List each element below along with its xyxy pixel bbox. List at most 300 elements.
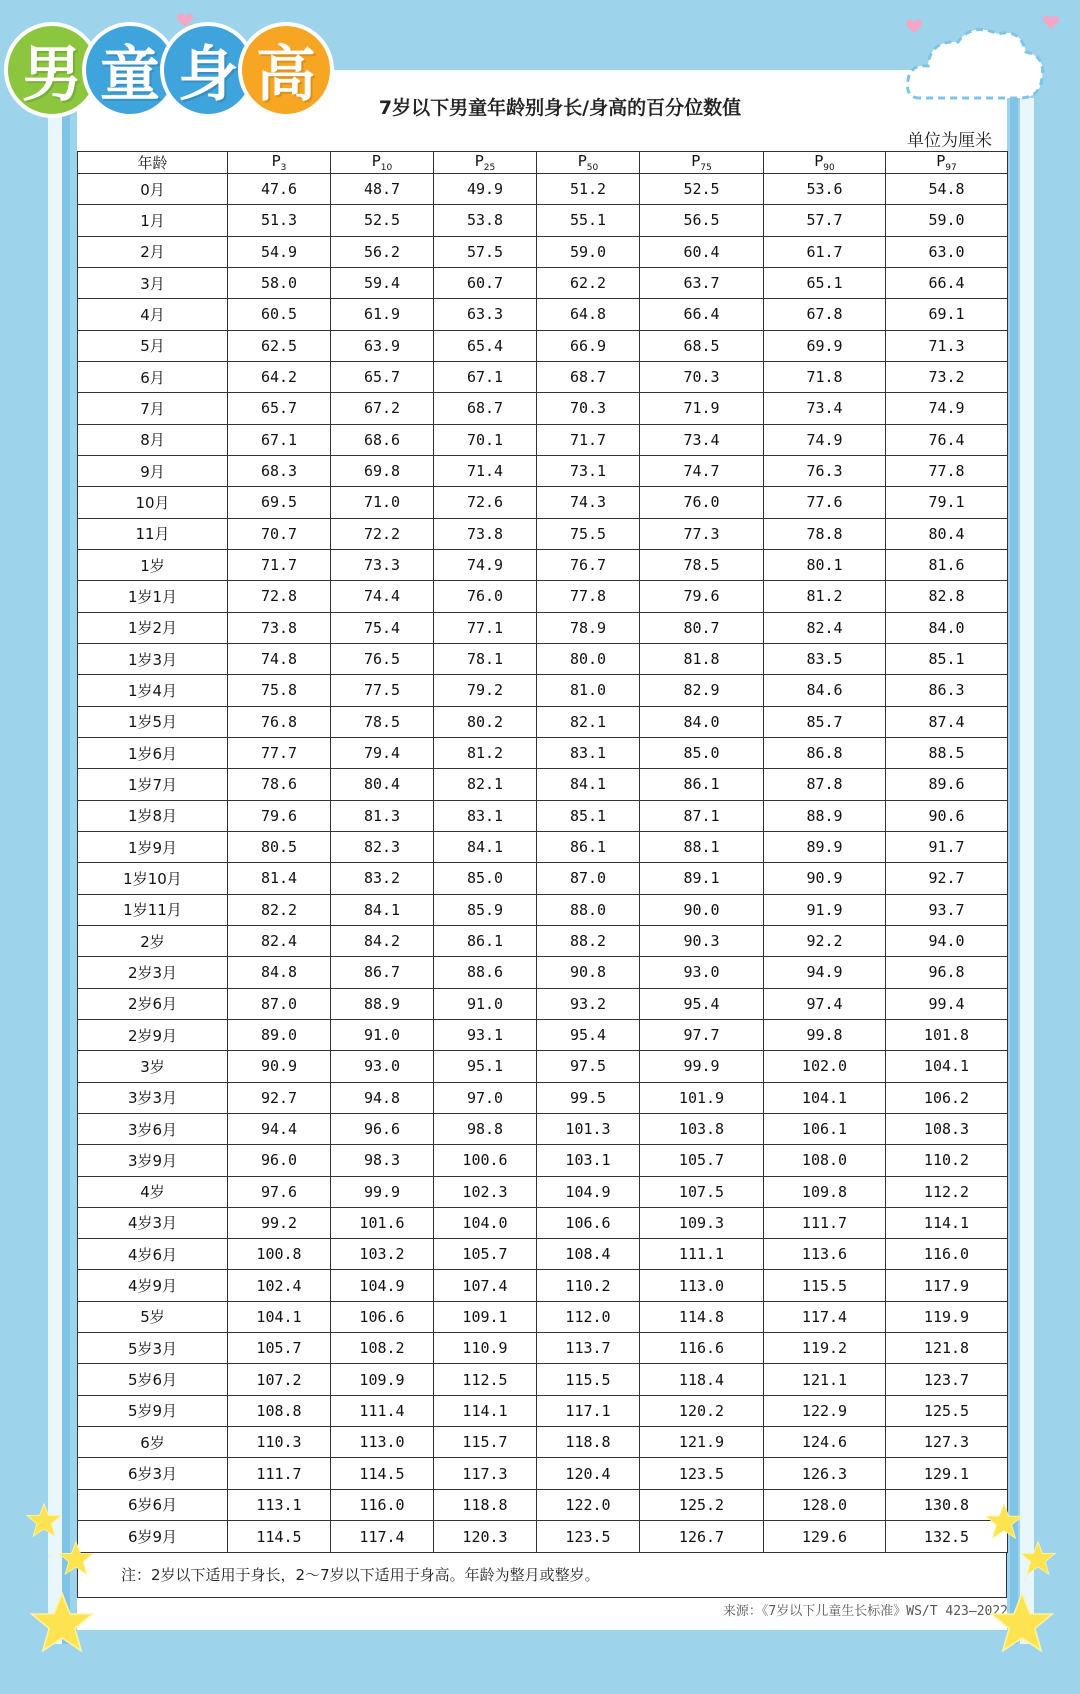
value-cell: 112.2 <box>886 1176 1008 1207</box>
value-cell: 119.2 <box>764 1333 886 1364</box>
value-cell: 123.5 <box>537 1521 640 1553</box>
value-cell: 113.6 <box>764 1239 886 1270</box>
value-cell: 82.2 <box>228 894 331 925</box>
column-header-p50 <box>537 152 640 174</box>
value-cell: 91.7 <box>886 831 1008 862</box>
value-cell: 54.9 <box>228 236 331 267</box>
value-cell: 117.1 <box>537 1395 640 1426</box>
value-cell: 52.5 <box>640 174 764 205</box>
value-cell: 85.1 <box>537 800 640 831</box>
value-cell: 70.3 <box>640 361 764 392</box>
value-cell: 114.5 <box>228 1521 331 1553</box>
value-cell: 77.8 <box>886 455 1008 486</box>
table-row <box>78 299 1008 330</box>
value-cell: 57.7 <box>764 205 886 236</box>
value-cell: 96.8 <box>886 957 1008 988</box>
table-row <box>78 988 1008 1019</box>
table-row <box>78 706 1008 737</box>
value-cell: 66.9 <box>537 330 640 361</box>
value-cell: 86.1 <box>640 769 764 800</box>
value-cell: 93.0 <box>331 1051 434 1082</box>
value-cell: 128.0 <box>764 1489 886 1520</box>
value-cell: 64.8 <box>537 299 640 330</box>
title-badge: 高 <box>238 22 334 118</box>
value-cell: 71.4 <box>434 455 537 486</box>
value-cell: 89.0 <box>228 1019 331 1050</box>
value-cell: 99.8 <box>764 1019 886 1050</box>
value-cell: 82.8 <box>886 581 1008 612</box>
value-cell: 75.5 <box>537 518 640 549</box>
value-cell: 120.2 <box>640 1395 764 1426</box>
age-cell: 3岁3月 <box>78 1082 228 1113</box>
percentile-subscript: 75 <box>700 163 712 173</box>
value-cell: 82.1 <box>434 769 537 800</box>
value-cell: 72.2 <box>331 518 434 549</box>
value-cell: 126.3 <box>764 1458 886 1489</box>
value-cell: 91.0 <box>434 988 537 1019</box>
value-cell: 104.0 <box>434 1207 537 1238</box>
value-cell: 63.0 <box>886 236 1008 267</box>
value-cell: 71.7 <box>537 424 640 455</box>
value-cell: 92.2 <box>764 925 886 956</box>
value-cell: 73.2 <box>886 361 1008 392</box>
value-cell: 101.6 <box>331 1207 434 1238</box>
value-cell: 106.6 <box>537 1207 640 1238</box>
value-cell: 117.3 <box>434 1458 537 1489</box>
value-cell: 114.1 <box>434 1395 537 1426</box>
value-cell: 96.0 <box>228 1145 331 1176</box>
value-cell: 81.8 <box>640 643 764 674</box>
value-cell: 109.8 <box>764 1176 886 1207</box>
value-cell: 84.8 <box>228 957 331 988</box>
value-cell: 84.1 <box>331 894 434 925</box>
value-cell: 95.4 <box>640 988 764 1019</box>
age-cell: 1岁8月 <box>78 800 228 831</box>
value-cell: 70.7 <box>228 518 331 549</box>
column-header-p75 <box>640 152 764 174</box>
value-cell: 69.9 <box>764 330 886 361</box>
value-cell: 99.9 <box>640 1051 764 1082</box>
value-cell: 84.0 <box>886 612 1008 643</box>
value-cell: 89.6 <box>886 769 1008 800</box>
table-row <box>78 267 1008 298</box>
value-cell: 90.9 <box>764 863 886 894</box>
value-cell: 62.2 <box>537 267 640 298</box>
value-cell: 77.5 <box>331 675 434 706</box>
value-cell: 68.7 <box>434 393 537 424</box>
age-cell: 1岁9月 <box>78 831 228 862</box>
value-cell: 95.4 <box>537 1019 640 1050</box>
age-cell: 3岁 <box>78 1051 228 1082</box>
age-cell: 6岁3月 <box>78 1458 228 1489</box>
percentile-subscript: 25 <box>483 163 496 173</box>
value-cell: 80.2 <box>434 706 537 737</box>
value-cell: 63.9 <box>331 330 434 361</box>
value-cell: 65.4 <box>434 330 537 361</box>
value-cell: 81.2 <box>764 581 886 612</box>
value-cell: 85.0 <box>640 737 764 768</box>
value-cell: 115.5 <box>537 1364 640 1395</box>
age-cell: 0月 <box>78 174 228 205</box>
value-cell: 102.0 <box>764 1051 886 1082</box>
table-row <box>78 957 1008 988</box>
percentile-letter: P <box>577 152 587 170</box>
value-cell: 115.5 <box>764 1270 886 1301</box>
value-cell: 130.8 <box>886 1489 1008 1520</box>
value-cell: 81.0 <box>537 675 640 706</box>
table-row <box>78 549 1008 580</box>
value-cell: 68.6 <box>331 424 434 455</box>
value-cell: 63.3 <box>434 299 537 330</box>
value-cell: 72.8 <box>228 581 331 612</box>
value-cell: 88.9 <box>764 800 886 831</box>
value-cell: 98.8 <box>434 1113 537 1144</box>
value-cell: 64.2 <box>228 361 331 392</box>
age-cell: 7月 <box>78 393 228 424</box>
heart-icon <box>1042 14 1060 30</box>
value-cell: 73.8 <box>228 612 331 643</box>
value-cell: 115.7 <box>434 1427 537 1458</box>
age-cell: 3岁9月 <box>78 1145 228 1176</box>
value-cell: 76.0 <box>434 581 537 612</box>
table-row <box>78 455 1008 486</box>
value-cell: 110.2 <box>537 1270 640 1301</box>
value-cell: 80.1 <box>764 549 886 580</box>
star-icon <box>985 1502 1023 1540</box>
value-cell: 132.5 <box>886 1521 1008 1553</box>
value-cell: 69.1 <box>886 299 1008 330</box>
age-cell: 2月 <box>78 236 228 267</box>
age-cell: 1岁7月 <box>78 769 228 800</box>
star-icon <box>990 1590 1054 1654</box>
age-cell: 4岁9月 <box>78 1270 228 1301</box>
value-cell: 78.5 <box>331 706 434 737</box>
age-cell: 5月 <box>78 330 228 361</box>
value-cell: 68.7 <box>537 361 640 392</box>
value-cell: 103.8 <box>640 1113 764 1144</box>
value-cell: 108.2 <box>331 1333 434 1364</box>
value-cell: 104.9 <box>331 1270 434 1301</box>
value-cell: 73.3 <box>331 549 434 580</box>
table-row <box>78 675 1008 706</box>
value-cell: 74.4 <box>331 581 434 612</box>
value-cell: 123.5 <box>640 1458 764 1489</box>
value-cell: 99.9 <box>331 1176 434 1207</box>
age-cell: 4月 <box>78 299 228 330</box>
value-cell: 111.1 <box>640 1239 764 1270</box>
value-cell: 124.6 <box>764 1427 886 1458</box>
value-cell: 79.4 <box>331 737 434 768</box>
value-cell: 122.0 <box>537 1489 640 1520</box>
value-cell: 76.8 <box>228 706 331 737</box>
value-cell: 107.2 <box>228 1364 331 1395</box>
percentile-letter: P <box>691 152 701 170</box>
value-cell: 55.1 <box>537 205 640 236</box>
value-cell: 70.1 <box>434 424 537 455</box>
value-cell: 100.6 <box>434 1145 537 1176</box>
value-cell: 82.3 <box>331 831 434 862</box>
value-cell: 83.5 <box>764 643 886 674</box>
value-cell: 88.0 <box>537 894 640 925</box>
table-row <box>78 737 1008 768</box>
value-cell: 104.1 <box>764 1082 886 1113</box>
value-cell: 117.9 <box>886 1270 1008 1301</box>
value-cell: 99.5 <box>537 1082 640 1113</box>
value-cell: 51.3 <box>228 205 331 236</box>
value-cell: 79.6 <box>640 581 764 612</box>
value-cell: 59.0 <box>537 236 640 267</box>
value-cell: 91.9 <box>764 894 886 925</box>
value-cell: 101.8 <box>886 1019 1008 1050</box>
value-cell: 73.4 <box>640 424 764 455</box>
value-cell: 121.8 <box>886 1333 1008 1364</box>
value-cell: 100.8 <box>228 1239 331 1270</box>
value-cell: 84.1 <box>434 831 537 862</box>
value-cell: 85.0 <box>434 863 537 894</box>
footnote: 注：2岁以下适用于身长，2～7岁以下适用于身高。年龄为整月或整岁。 <box>77 1553 1007 1598</box>
table-row <box>78 894 1008 925</box>
value-cell: 106.6 <box>331 1301 434 1332</box>
table-row <box>78 1521 1008 1553</box>
value-cell: 94.9 <box>764 957 886 988</box>
title-badge: 童 <box>82 22 178 118</box>
value-cell: 105.7 <box>228 1333 331 1364</box>
value-cell: 110.3 <box>228 1427 331 1458</box>
value-cell: 117.4 <box>331 1521 434 1553</box>
age-cell: 5岁9月 <box>78 1395 228 1426</box>
value-cell: 74.8 <box>228 643 331 674</box>
source-citation: 来源：《7岁以下儿童生长标准》WS/T 423—2022 <box>722 1604 1008 1619</box>
value-cell: 83.1 <box>537 737 640 768</box>
value-cell: 79.2 <box>434 675 537 706</box>
table-row <box>78 1207 1008 1238</box>
value-cell: 84.6 <box>764 675 886 706</box>
value-cell: 104.9 <box>537 1176 640 1207</box>
value-cell: 117.4 <box>764 1301 886 1332</box>
value-cell: 87.4 <box>886 706 1008 737</box>
value-cell: 74.9 <box>764 424 886 455</box>
value-cell: 67.1 <box>228 424 331 455</box>
age-cell: 6岁 <box>78 1427 228 1458</box>
value-cell: 76.5 <box>331 643 434 674</box>
value-cell: 80.0 <box>537 643 640 674</box>
value-cell: 77.7 <box>228 737 331 768</box>
value-cell: 93.0 <box>640 957 764 988</box>
value-cell: 79.6 <box>228 800 331 831</box>
value-cell: 88.2 <box>537 925 640 956</box>
age-cell: 1岁1月 <box>78 581 228 612</box>
value-cell: 65.1 <box>764 267 886 298</box>
percentile-subscript: 3 <box>280 163 287 173</box>
value-cell: 70.3 <box>537 393 640 424</box>
value-cell: 59.4 <box>331 267 434 298</box>
value-cell: 59.0 <box>886 205 1008 236</box>
table-row <box>78 831 1008 862</box>
value-cell: 120.3 <box>434 1521 537 1553</box>
value-cell: 76.7 <box>537 549 640 580</box>
value-cell: 97.7 <box>640 1019 764 1050</box>
value-cell: 85.9 <box>434 894 537 925</box>
value-cell: 67.1 <box>434 361 537 392</box>
table-row <box>78 800 1008 831</box>
percentile-subscript: 90 <box>823 163 835 173</box>
value-cell: 78.5 <box>640 549 764 580</box>
table-row <box>78 643 1008 674</box>
table-row <box>78 1270 1008 1301</box>
heart-icon <box>905 18 923 34</box>
value-cell: 71.3 <box>886 330 1008 361</box>
value-cell: 109.3 <box>640 1207 764 1238</box>
table-row <box>78 863 1008 894</box>
value-cell: 65.7 <box>331 361 434 392</box>
percentile-letter: P <box>936 152 946 170</box>
value-cell: 74.9 <box>434 549 537 580</box>
value-cell: 77.1 <box>434 612 537 643</box>
value-cell: 90.3 <box>640 925 764 956</box>
value-cell: 75.4 <box>331 612 434 643</box>
unit-label: 单位为厘米 <box>907 131 992 151</box>
value-cell: 91.0 <box>331 1019 434 1050</box>
value-cell: 97.4 <box>764 988 886 1019</box>
value-cell: 110.9 <box>434 1333 537 1364</box>
age-cell: 6岁9月 <box>78 1521 228 1553</box>
value-cell: 92.7 <box>228 1082 331 1113</box>
value-cell: 104.1 <box>886 1051 1008 1082</box>
value-cell: 103.1 <box>537 1145 640 1176</box>
value-cell: 76.4 <box>886 424 1008 455</box>
star-icon <box>1020 1540 1056 1576</box>
value-cell: 94.4 <box>228 1113 331 1144</box>
age-cell: 2岁6月 <box>78 988 228 1019</box>
value-cell: 90.0 <box>640 894 764 925</box>
age-cell: 5岁 <box>78 1301 228 1332</box>
title-badge: 男 <box>4 22 100 118</box>
value-cell: 101.3 <box>537 1113 640 1144</box>
value-cell: 92.7 <box>886 863 1008 894</box>
column-header-p3 <box>228 152 331 174</box>
value-cell: 85.1 <box>886 643 1008 674</box>
value-cell: 82.1 <box>537 706 640 737</box>
value-cell: 73.4 <box>764 393 886 424</box>
table-row <box>78 769 1008 800</box>
age-cell: 1岁 <box>78 549 228 580</box>
value-cell: 86.1 <box>537 831 640 862</box>
value-cell: 111.7 <box>228 1458 331 1489</box>
age-cell: 4岁 <box>78 1176 228 1207</box>
frame-stripe <box>62 98 70 1644</box>
value-cell: 89.1 <box>640 863 764 894</box>
value-cell: 77.8 <box>537 581 640 612</box>
value-cell: 97.0 <box>434 1082 537 1113</box>
table-row <box>78 487 1008 518</box>
value-cell: 105.7 <box>434 1239 537 1270</box>
value-cell: 71.0 <box>331 487 434 518</box>
value-cell: 77.3 <box>640 518 764 549</box>
age-cell: 3岁6月 <box>78 1113 228 1144</box>
value-cell: 104.1 <box>228 1301 331 1332</box>
value-cell: 109.1 <box>434 1301 537 1332</box>
age-cell: 1岁10月 <box>78 863 228 894</box>
table-row <box>78 1019 1008 1050</box>
value-cell: 96.6 <box>331 1113 434 1144</box>
age-cell: 1岁6月 <box>78 737 228 768</box>
value-cell: 108.0 <box>764 1145 886 1176</box>
value-cell: 116.0 <box>886 1239 1008 1270</box>
value-cell: 126.7 <box>640 1521 764 1553</box>
value-cell: 86.7 <box>331 957 434 988</box>
value-cell: 86.1 <box>434 925 537 956</box>
percentile-letter: P <box>371 152 381 170</box>
value-cell: 112.5 <box>434 1364 537 1395</box>
table-row <box>78 1395 1008 1426</box>
column-header-p97 <box>886 152 1008 174</box>
age-cell: 1岁11月 <box>78 894 228 925</box>
value-cell: 85.7 <box>764 706 886 737</box>
value-cell: 80.4 <box>886 518 1008 549</box>
value-cell: 105.7 <box>640 1145 764 1176</box>
value-cell: 73.1 <box>537 455 640 486</box>
value-cell: 77.6 <box>764 487 886 518</box>
value-cell: 69.5 <box>228 487 331 518</box>
value-cell: 125.2 <box>640 1489 764 1520</box>
star-icon <box>30 1590 94 1654</box>
star-icon <box>58 1540 94 1576</box>
age-cell: 4岁6月 <box>78 1239 228 1270</box>
value-cell: 113.0 <box>640 1270 764 1301</box>
table-row <box>78 1427 1008 1458</box>
value-cell: 47.6 <box>228 174 331 205</box>
percentile-subscript: 50 <box>586 163 599 173</box>
table-row <box>78 925 1008 956</box>
age-cell: 1岁5月 <box>78 706 228 737</box>
value-cell: 87.0 <box>537 863 640 894</box>
value-cell: 113.7 <box>537 1333 640 1364</box>
age-cell: 6月 <box>78 361 228 392</box>
title-badge: 身 <box>160 22 256 118</box>
value-cell: 63.7 <box>640 267 764 298</box>
value-cell: 90.6 <box>886 800 1008 831</box>
table-row <box>78 1145 1008 1176</box>
value-cell: 86.8 <box>764 737 886 768</box>
column-header-p25 <box>434 152 537 174</box>
table-row <box>78 393 1008 424</box>
value-cell: 81.2 <box>434 737 537 768</box>
value-cell: 109.9 <box>331 1364 434 1395</box>
value-cell: 65.7 <box>228 393 331 424</box>
value-cell: 121.1 <box>764 1364 886 1395</box>
age-cell: 2岁 <box>78 925 228 956</box>
value-cell: 80.5 <box>228 831 331 862</box>
value-cell: 82.4 <box>764 612 886 643</box>
value-cell: 71.8 <box>764 361 886 392</box>
age-cell: 1岁4月 <box>78 675 228 706</box>
value-cell: 81.4 <box>228 863 331 894</box>
frame-stripe <box>1010 98 1018 1644</box>
value-cell: 53.6 <box>764 174 886 205</box>
table-row <box>78 1051 1008 1082</box>
value-cell: 52.5 <box>331 205 434 236</box>
value-cell: 51.2 <box>537 174 640 205</box>
page-title: 7岁以下男童年龄别身长/身高的百分位数值 <box>378 97 742 119</box>
age-cell: 1岁3月 <box>78 643 228 674</box>
value-cell: 74.7 <box>640 455 764 486</box>
table-row <box>78 361 1008 392</box>
value-cell: 56.5 <box>640 205 764 236</box>
value-cell: 68.3 <box>228 455 331 486</box>
table-row <box>78 1113 1008 1144</box>
value-cell: 106.1 <box>764 1113 886 1144</box>
table-row <box>78 205 1008 236</box>
